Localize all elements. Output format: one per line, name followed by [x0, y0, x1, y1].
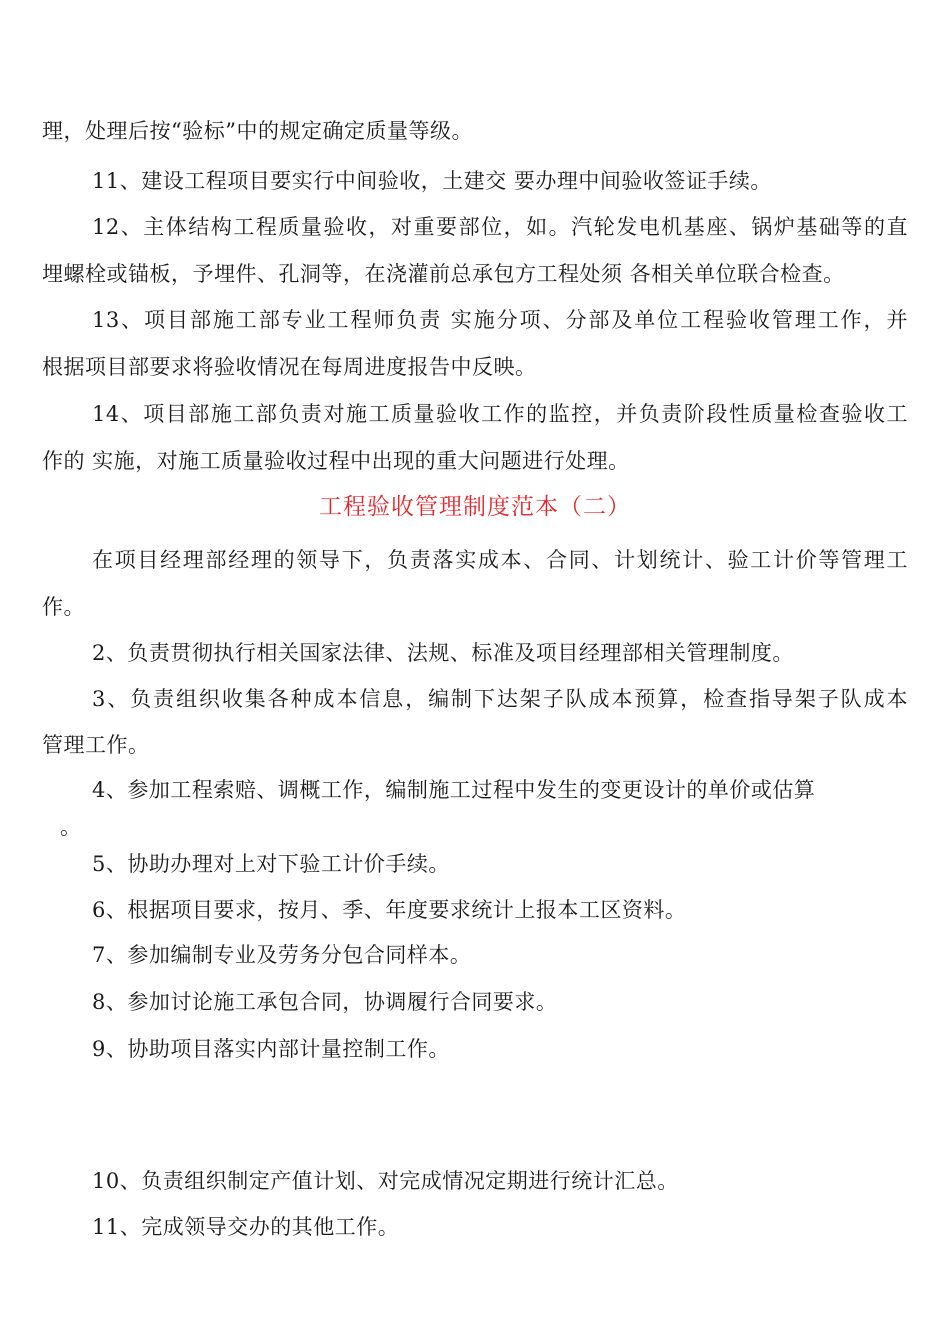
text-line: 理，处理后按“验标”中的规定确定质量等级。 [42, 119, 473, 143]
text-line: 。 [60, 815, 82, 839]
text-line: 作。 [42, 595, 85, 619]
text-line: 作的 实施，对施工质量验收过程中出现的重大问题进行处理。 [42, 449, 630, 473]
text-line: 11、完成领导交办的其他工作。 [92, 1215, 400, 1239]
text-line: 管理工作。 [42, 733, 150, 757]
text-line: 3、负责组织收集各种成本信息，编制下达架子队成本预算，检查指导架子队成本 [92, 687, 908, 711]
text-line: 在项目经理部经理的领导下，负责落实成本、合同、计划统计、验工计价等管理工 [92, 548, 908, 572]
text-line: 5、协助办理对上对下验工计价手续。 [92, 852, 450, 876]
text-line: 8、参加讨论施工承包合同，协调履行合同要求。 [92, 990, 558, 1014]
text-line: 根据项目部要求将验收情况在每周进度报告中反映。 [42, 355, 537, 379]
text-line: 12、主体结构工程质量验收，对重要部位，如。汽轮发电机基座、锅炉基础等的直 [92, 215, 908, 239]
text-line: 10、负责组织制定产值计划、对完成情况定期进行统计汇总。 [92, 1169, 679, 1193]
text-line: 6、根据项目要求，按月、季、年度要求统计上报本工区资料。 [92, 898, 687, 922]
text-line: 2、负责贯彻执行相关国家法律、法规、标准及项目经理部相关管理制度。 [92, 641, 794, 665]
text-line: 7、参加编制专业及劳务分包合同样本。 [92, 943, 472, 967]
text-line: 11、建设工程项目要实行中间验收，土建交 要办理中间验收签证手续。 [92, 169, 772, 193]
section-title: 工程验收管理制度范本（二） [319, 494, 631, 520]
text-line: 4、参加工程索赔、调概工作，编制施工过程中发生的变更设计的单价或估算 [92, 778, 816, 802]
text-line: 9、协助项目落实内部计量控制工作。 [92, 1037, 450, 1061]
text-line: 14、项目部施工部负责对施工质量验收工作的监控，并负责阶段性质量检查验收工 [92, 402, 908, 426]
text-line: 13、项目部施工部专业工程师负责 实施分项、分部及单位工程验收管理工作，并 [92, 308, 908, 332]
text-line: 埋螺栓或锚板，予埋件、孔洞等，在浇灌前总承包方工程处须 各相关单位联合检查。 [42, 262, 845, 286]
